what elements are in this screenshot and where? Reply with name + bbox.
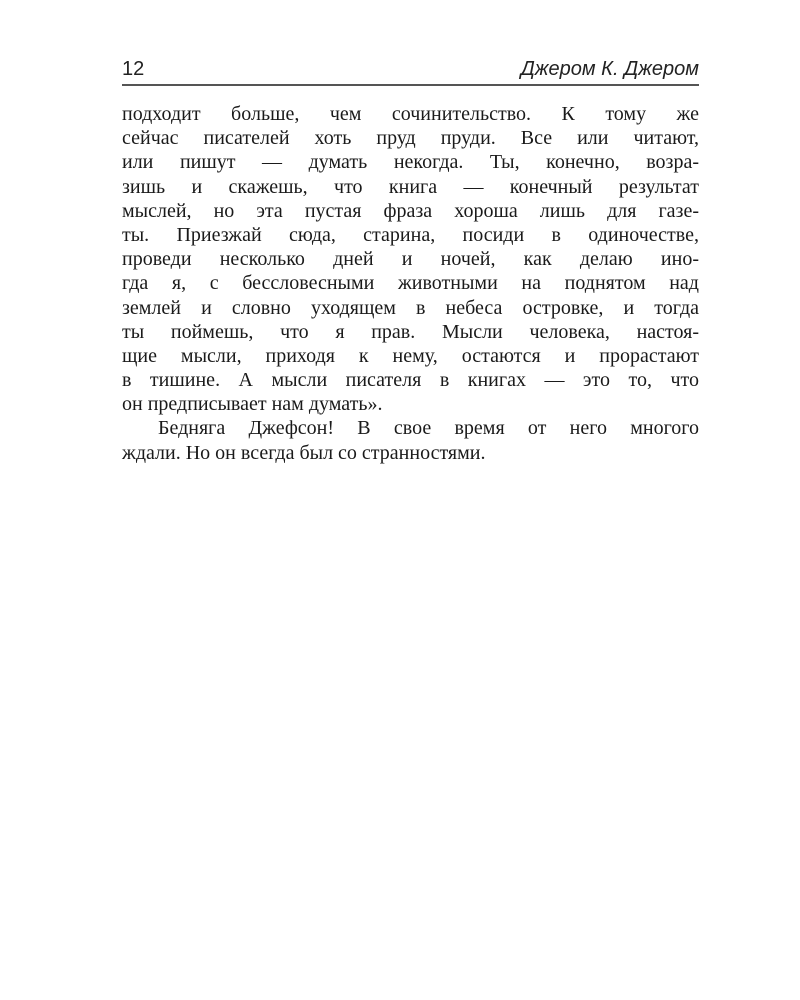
text-line: мыслей, но эта пустая фраза хороша лишь для газе- — [122, 199, 699, 222]
text-line: сейчас писателей хоть пруд пруди. Все или читают, — [122, 127, 699, 150]
paragraph — [122, 416, 699, 464]
running-header-author: Джером К. Джером — [520, 58, 699, 80]
text-line: Бедняга Джефсон! В свое время от него многого — [158, 417, 699, 440]
text-line: землей и словно уходящем в небеса островке, и тогда — [122, 296, 699, 319]
page-number: 12 — [122, 58, 145, 80]
running-header — [122, 56, 699, 86]
text-line: он предписывает нам думать». — [122, 393, 383, 416]
body-text — [122, 102, 699, 465]
text-line: или пишут — думать некогда. Ты, конечно, возра- — [122, 151, 699, 174]
paragraph — [122, 102, 699, 416]
text-line: проведи несколько дней и ночей, как делаю ино- — [122, 248, 699, 271]
text-line: щие мысли, приходя к нему, остаются и прорастают — [122, 344, 699, 367]
text-line: гда я, с бессловесными животными на поднятом над — [122, 272, 699, 295]
text-line: подходит больше, чем сочинительство. К тому же — [122, 103, 699, 125]
text-line: зишь и скажешь, что книга — конечный результат — [122, 175, 699, 198]
text-line: ты. Приезжай сюда, старина, посиди в одиночестве, — [122, 223, 699, 246]
text-line: ты поймешь, что я прав. Мысли человека, настоя- — [122, 320, 699, 343]
text-line: в тишине. А мысли писателя в книгах — это то, что — [122, 369, 699, 392]
text-line: ждали. Но он всегда был со странностями. — [122, 441, 486, 464]
